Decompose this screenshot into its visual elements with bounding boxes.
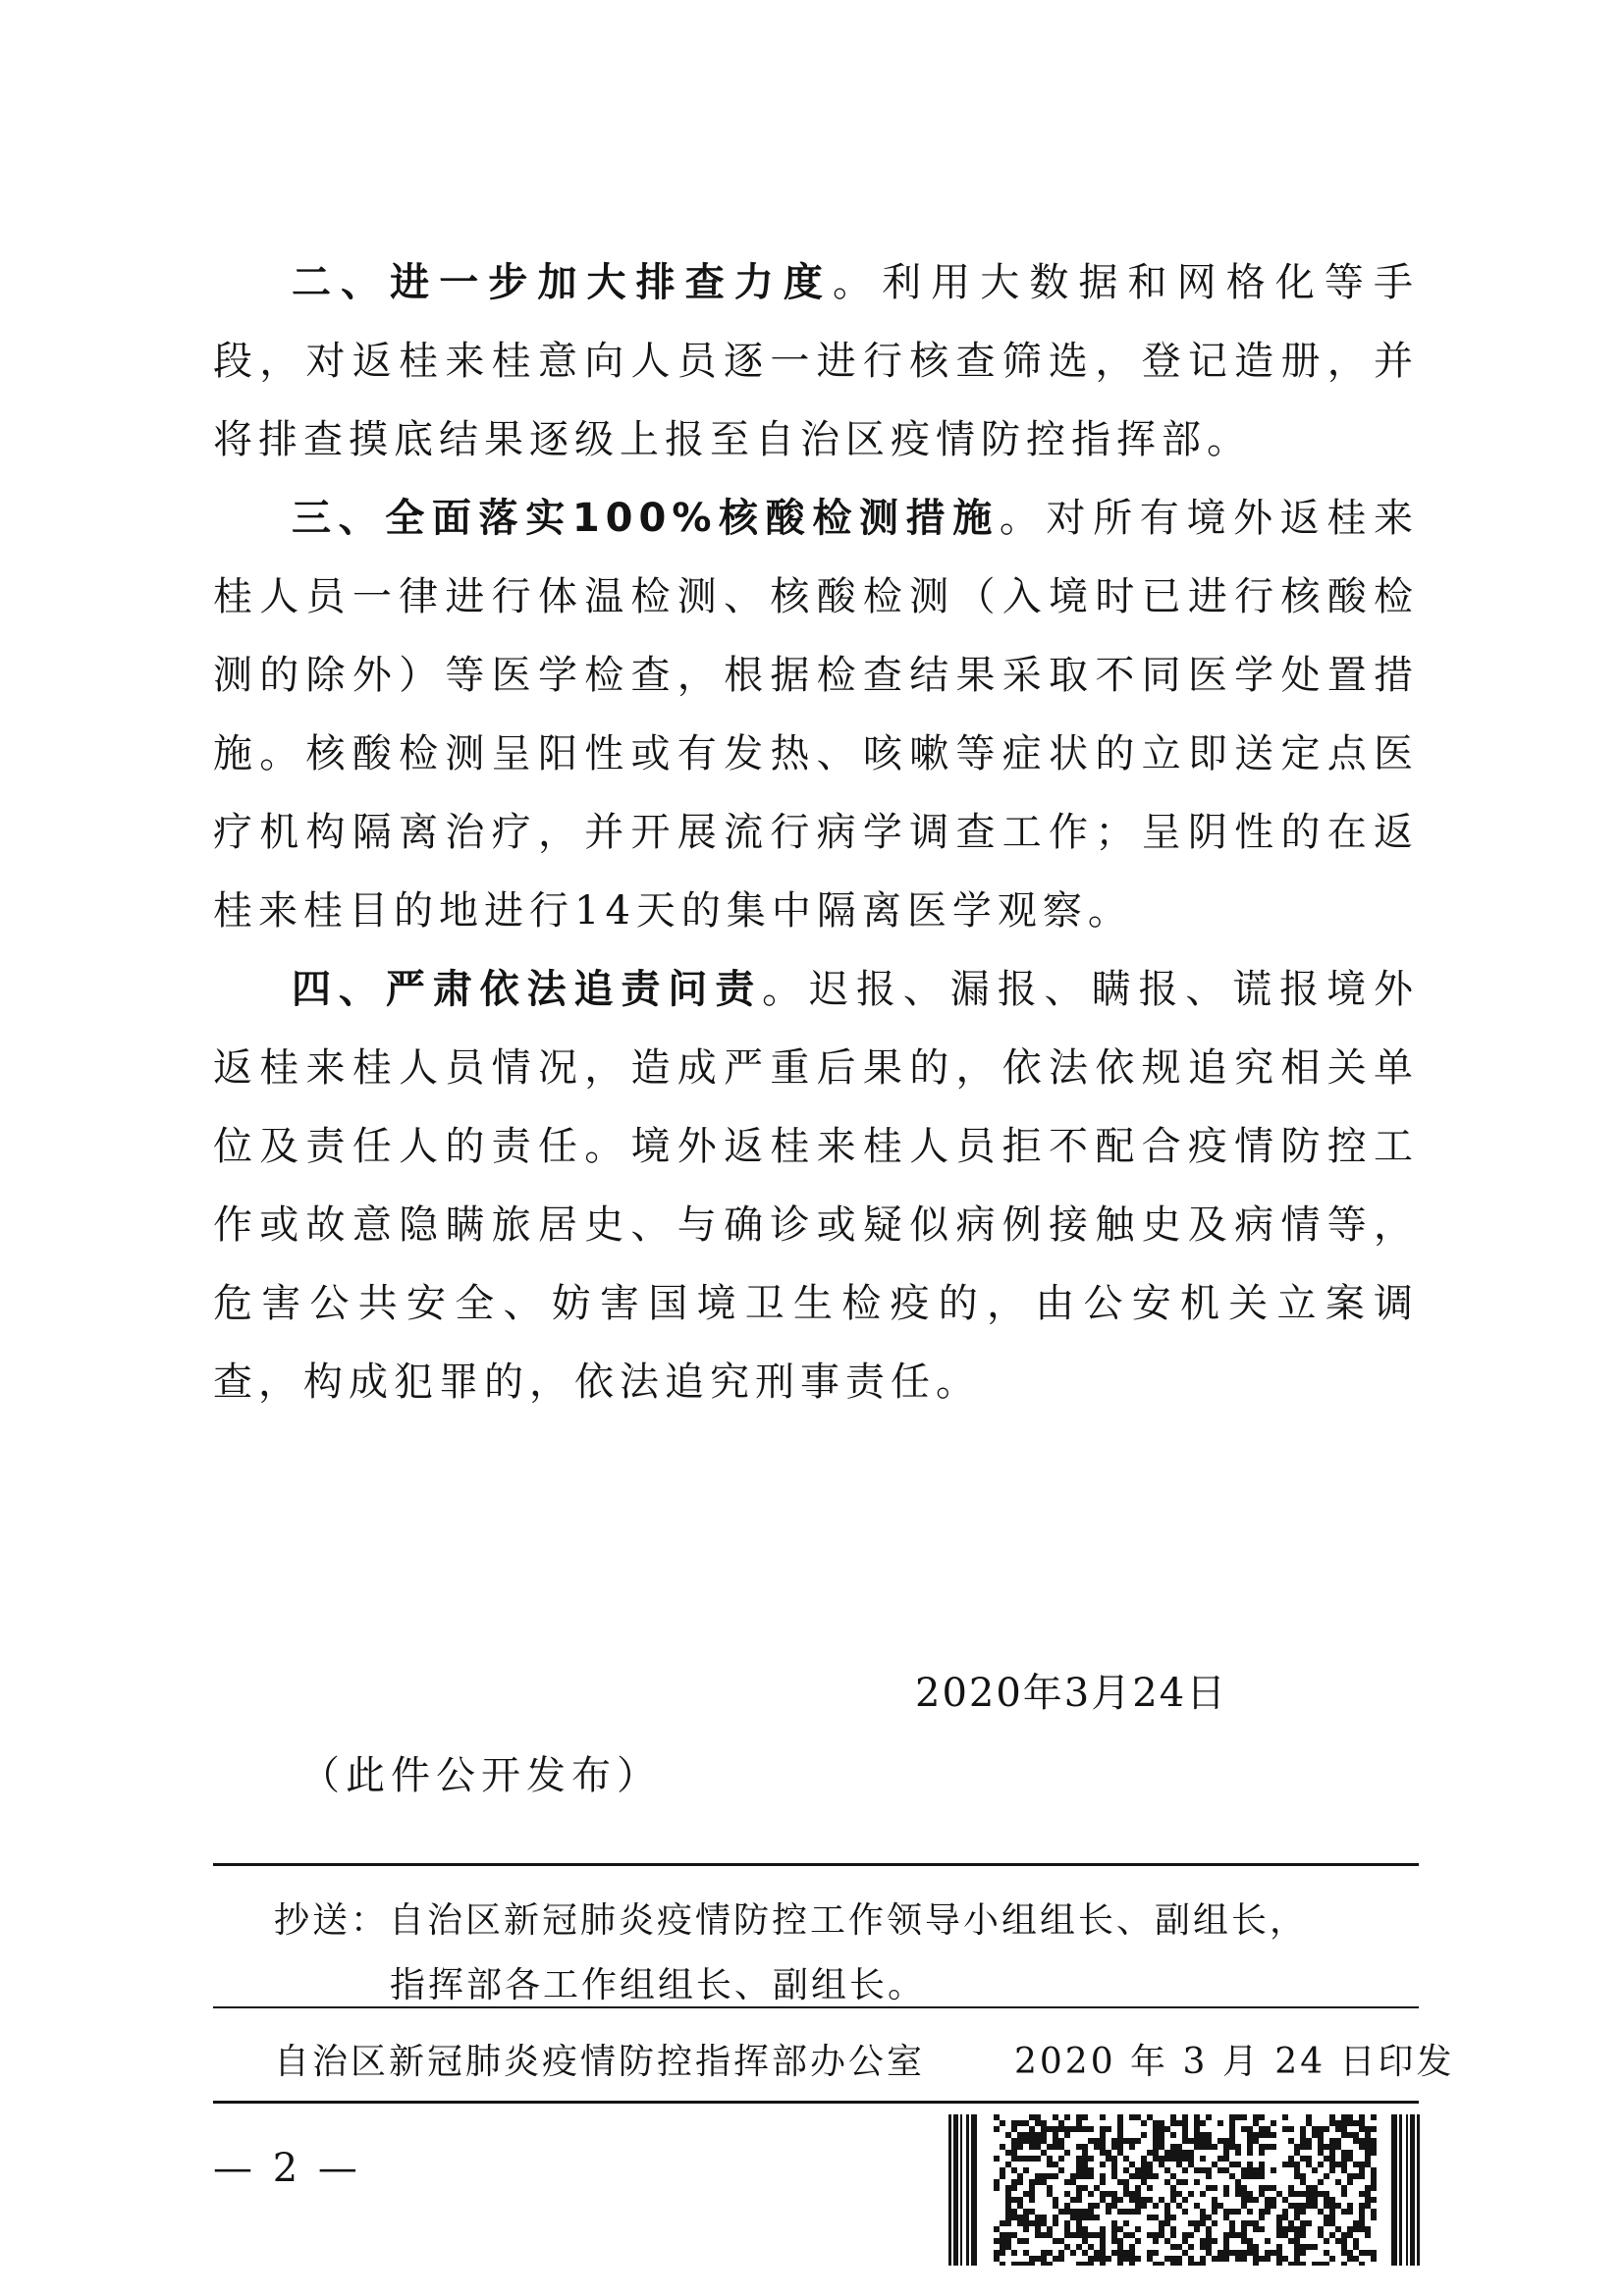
cc-line-2: 指挥部各工作组组长、副组长。 <box>390 1965 927 2005</box>
signature-date: 2020年3月24日 <box>915 1671 1228 1716</box>
paragraph-2-heading: 二、进一步加大排查力度 <box>292 260 833 305</box>
paragraph-3 <box>213 479 1419 950</box>
paragraph-4-heading: 四、严肃依法追责问责 <box>292 967 763 1012</box>
paragraph-3-text: 。对所有境外返桂来桂人员一律进行体温检测、核酸检测（入境时已进行核酸检测的除外）等医学检查，根据检查结果采取不同医学处置措施。核酸检测呈阳性或有发热、咳嗽等症状的立即送定点医疗机构隔离治疗，并开展流行病学调查工作；呈阴性的在返桂来桂目的地进行14天的集中隔离医学观察。 <box>213 496 1420 934</box>
issue-date: 2020 年 3 月 24 日印发 <box>1014 2042 1455 2082</box>
paragraph-4-text: 。迟报、漏报、瞒报、谎报境外返桂来桂人员情况，造成严重后果的，依法依规追究相关单位及责任人的责任。境外返桂来桂人员拒不配合疫情防控工作或故意隐瞒旅居史、与确诊或疑似病例接触史及病情等，危害公共安全、妨害国境卫生检疫的，由公安机关立案调查，构成犯罪的，依法追究刑事责任。 <box>213 967 1420 1405</box>
body-text <box>213 243 1419 1421</box>
barcode-icon <box>948 2114 1420 2266</box>
cc-block <box>274 1889 1308 2018</box>
release-note: （此件公开发布） <box>300 1753 662 1798</box>
paragraph-3-heading: 三、全面落实100%核酸检测措施 <box>292 496 1000 541</box>
paragraph-2-text: 。利用大数据和网格化等手段，对返桂来桂意向人员逐一进行核查筛选，登记造册，并将排查摸底结果逐级上报至自治区疫情防控指挥部。 <box>213 260 1419 462</box>
footer-bottom-rule <box>213 2101 1419 2104</box>
paragraph-4 <box>213 950 1419 1421</box>
paragraph-2 <box>213 243 1419 479</box>
page-number: — 2 — <box>213 2146 361 2191</box>
cc-label: 抄送： <box>274 1900 390 1941</box>
cc-line-1: 自治区新冠肺炎疫情防控工作领导小组组长、副组长， <box>389 1900 1309 1941</box>
footer-middle-rule <box>213 2006 1419 2008</box>
footer-top-rule <box>213 1863 1419 1866</box>
issuer: 自治区新冠肺炎疫情防控指挥部办公室 <box>274 2042 926 2082</box>
